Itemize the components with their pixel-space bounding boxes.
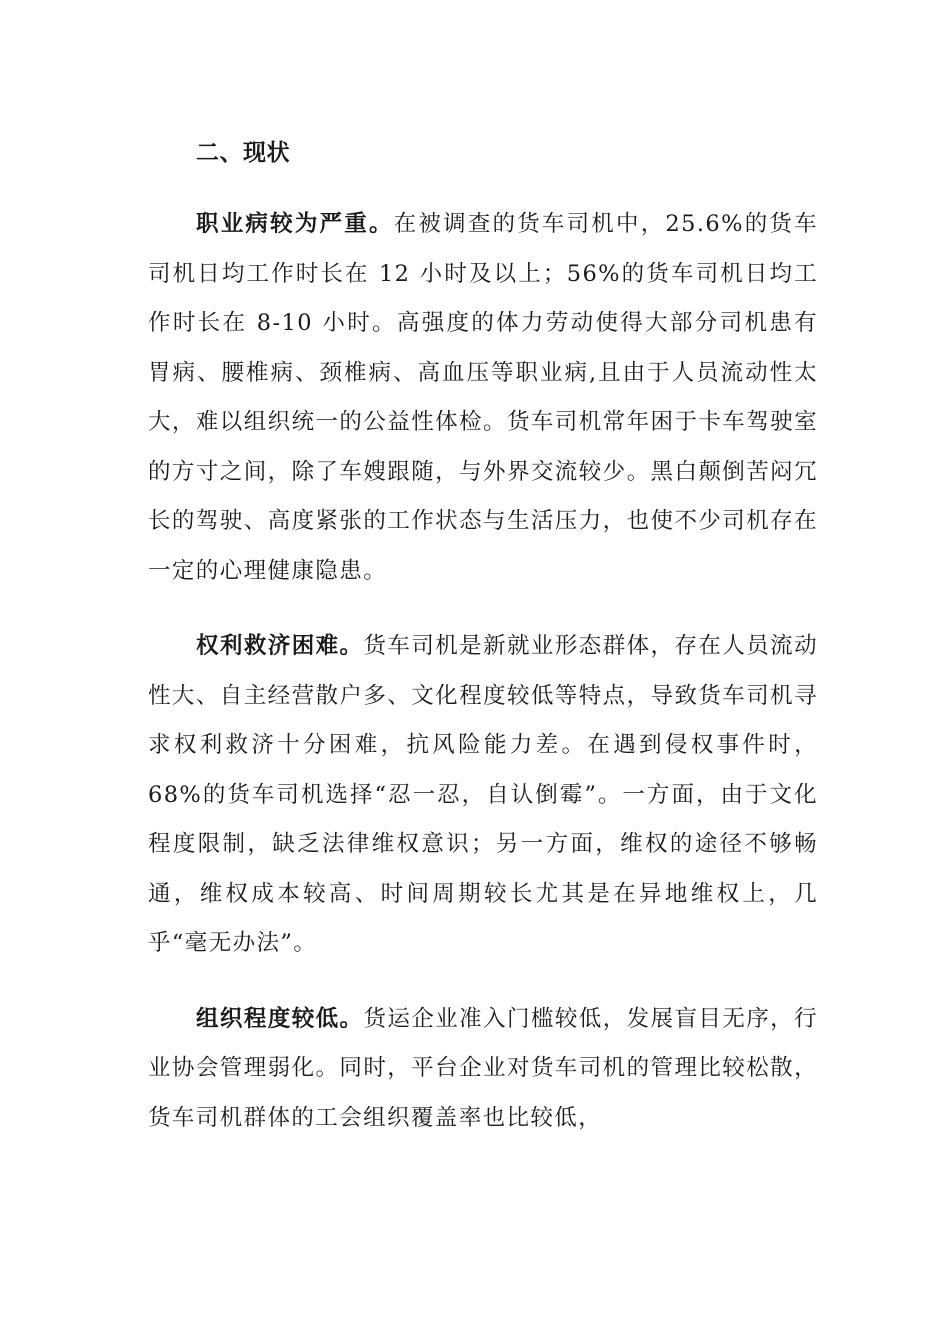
paragraph-body: 货运企业准入门槛较低，发展盲目无序，行业协会管理弱化。同时，平台企业对货车司机的管理比较松散，货车司机群体的工会组织覆盖率也比较低， bbox=[148, 1005, 818, 1131]
paragraph-organization-level bbox=[148, 995, 818, 1144]
paragraph-occupational-disease bbox=[148, 200, 818, 596]
document-page bbox=[148, 132, 818, 1143]
paragraph-rights-relief bbox=[148, 622, 818, 969]
paragraph-lead: 职业病较为严重。 bbox=[196, 211, 394, 237]
paragraph-lead: 权利救济困难。 bbox=[196, 633, 364, 659]
paragraph-body: 货车司机是新就业形态群体，存在人员流动性大、自主经营散户多、文化程度较低等特点，导致货车司机寻求权利救济十分困难，抗风险能力差。在遇到侵权事件时，68%的货车司机选择“忍一忍，自认倒霉”。一方面，由于文化程度限制，缺乏法律维权意识；另一方面，维权的途径不够畅通，维权成本较高、时间周期较长尤其是在异地维权上，几乎“毫无办法”。 bbox=[148, 633, 818, 956]
paragraph-lead: 组织程度较低。 bbox=[196, 1005, 364, 1032]
paragraph-body: 在被调查的货车司机中，25.6%的货车司机日均工作时长在 12 小时及以上；56%的货车司机日均工作时长在 8-10 小时。高强度的体力劳动使得大部分司机患有胃病、腰椎病、颈椎病、高血压等职业病,且由于人员流动性太大，难以组织统一的公益性体检。货车司机常年困于卡车驾驶室的方寸之间，除了车嫂跟随，与外界交流较少。黑白颠倒苦闷冗长的驾驶、高度紧张的工作状态与生活压力，也使不少司机存在一定的心理健康隐患。 bbox=[148, 211, 819, 584]
section-heading: 二、现状 bbox=[196, 140, 290, 166]
